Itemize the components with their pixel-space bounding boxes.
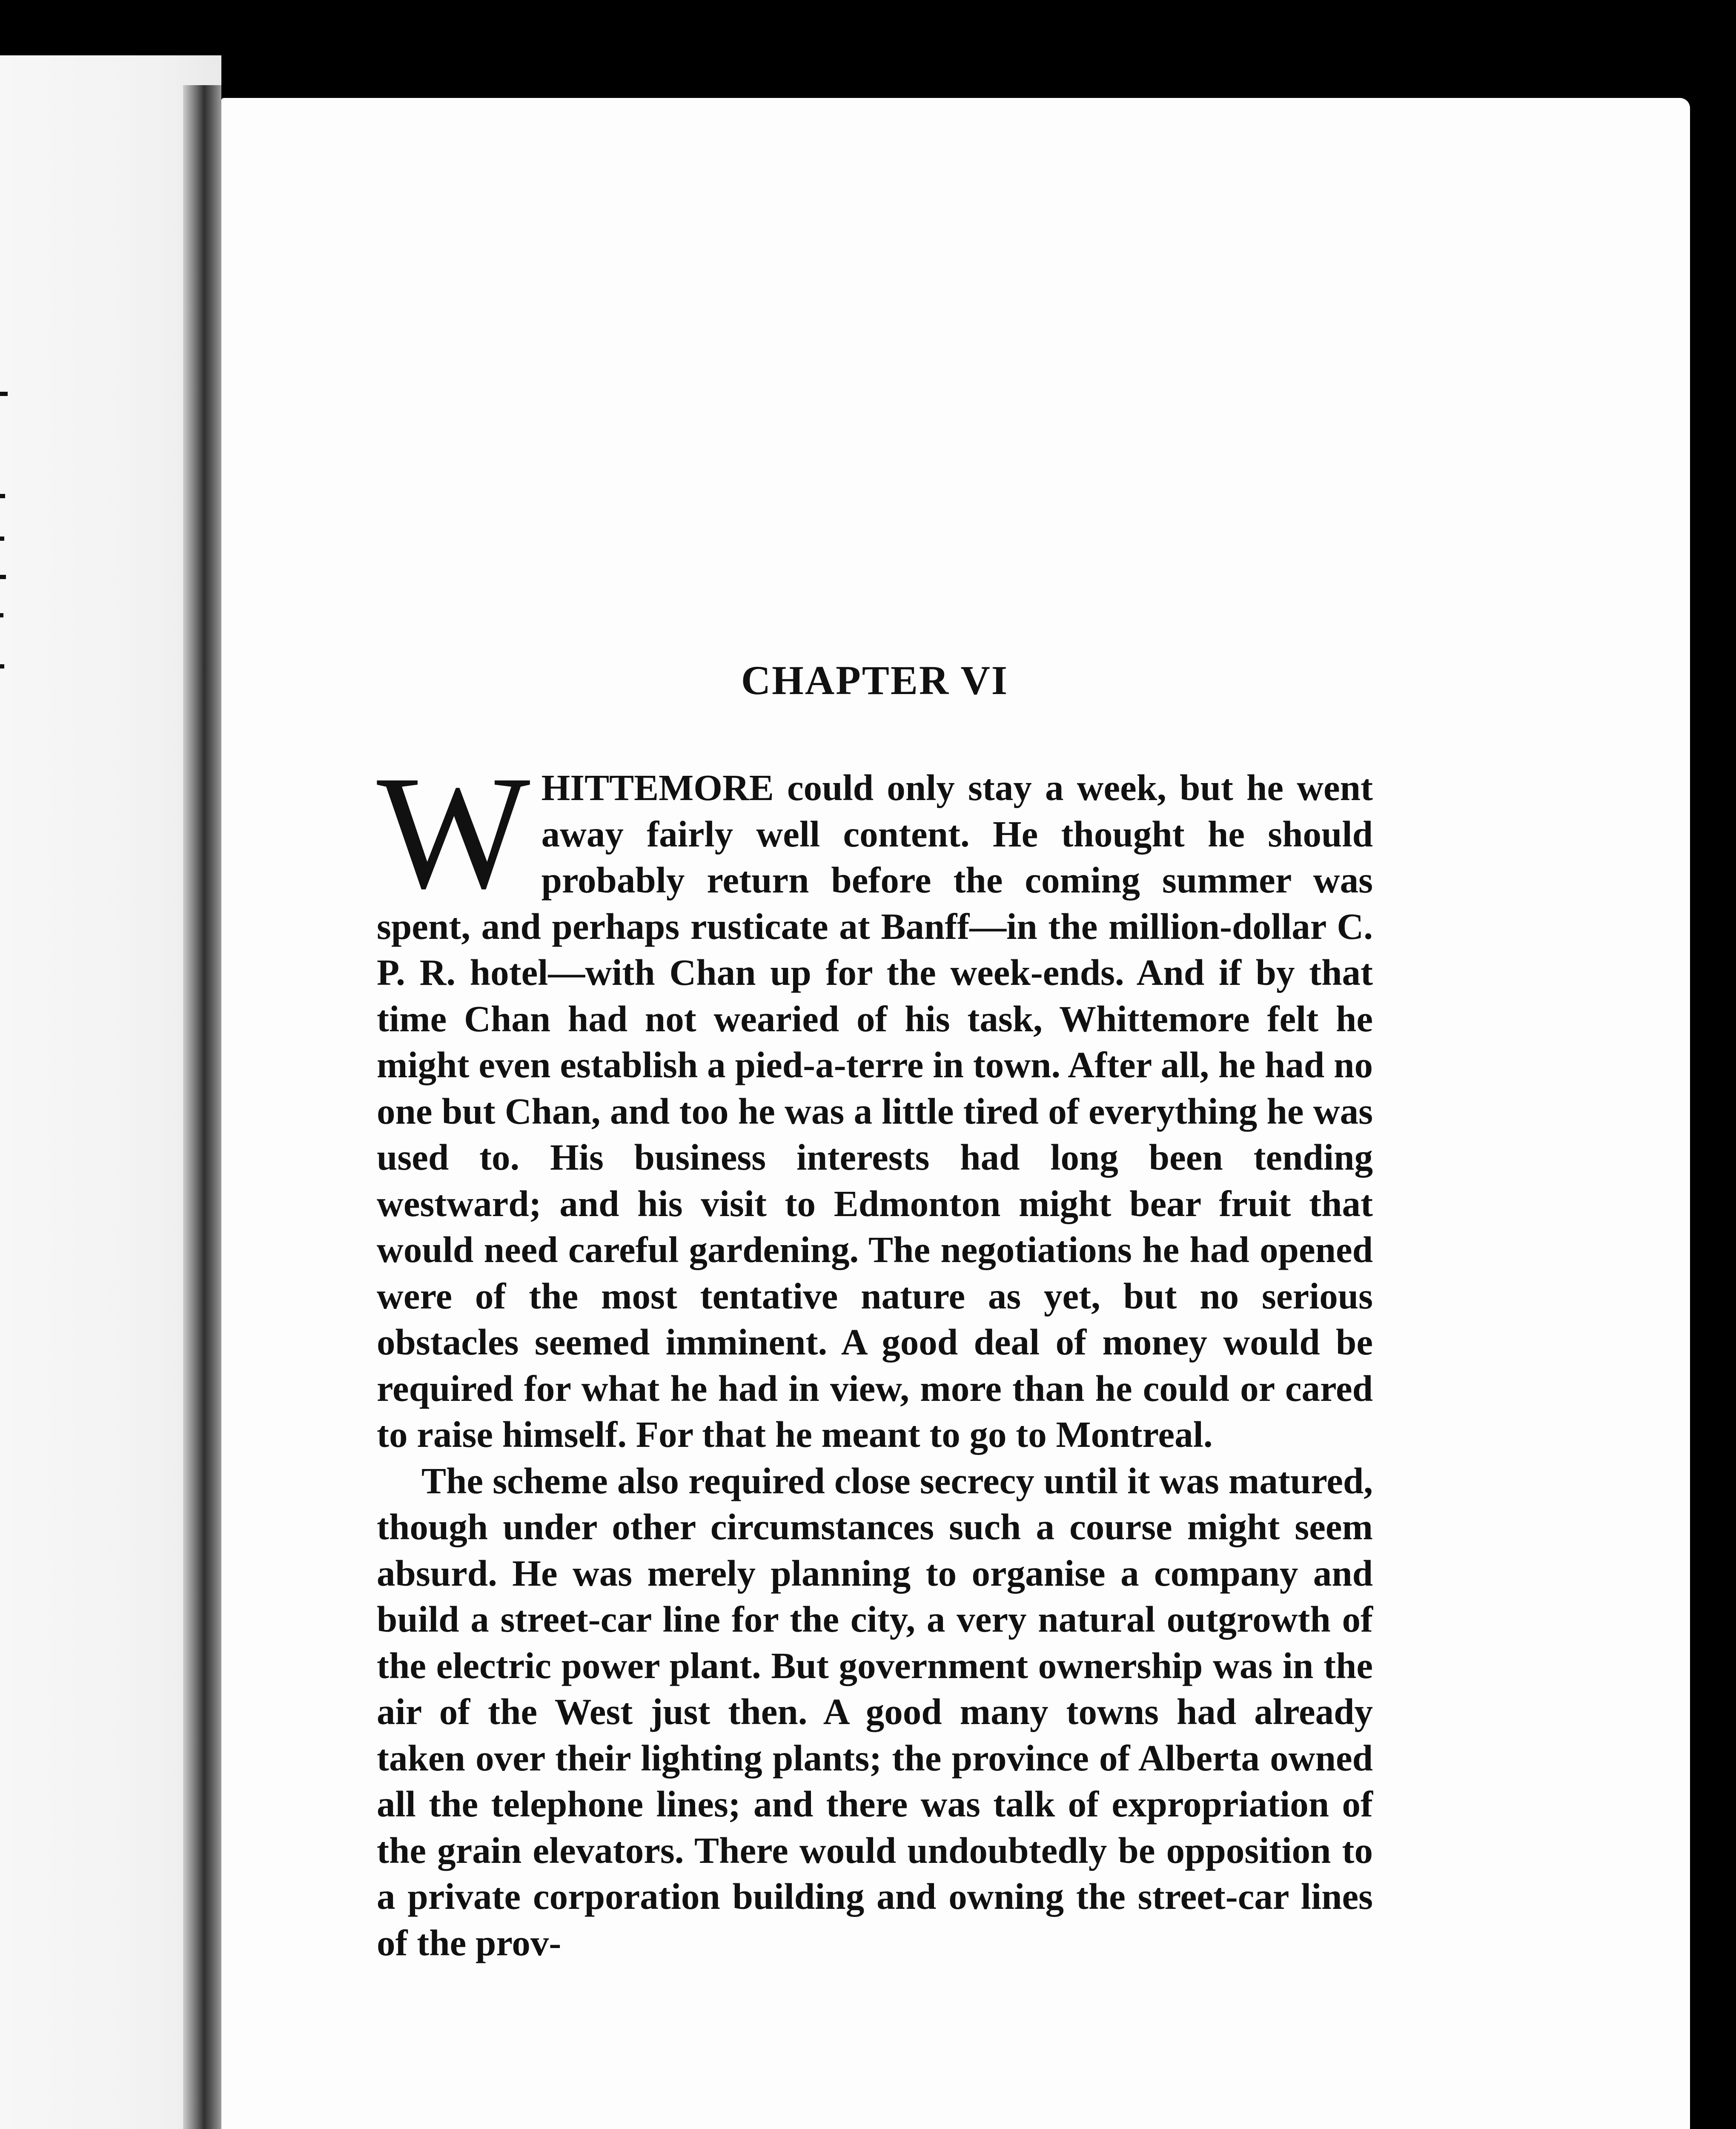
left-edge-marks — [0, 392, 17, 690]
paragraph-1-text: HITTEMORE could only stay a week, but he went away fairly well content. He thought he should probably return before the coming summer was spent, and perhaps rusticate at Banff—in the million-dollar C. P. R. hotel—with Chan up for the week-ends. And if by that time Chan had not wearied of his task, Whittemore felt he might even establish a pied-a-terre in town. After all, he had no one but Chan, and too he was a little tired of everything he was used to. His business interests had long been tending westward; and his visit to Edmonton might bear fruit that would need careful gardening. The negotiations he had opened were of the most tentative nature as yet, but no serious obstacles seemed imminent. A good deal of money would be required for what he had in view, more than he could or cared to raise himself. For that he meant to go to Montreal. — [377, 767, 1373, 1455]
page-text-block — [377, 657, 1373, 1966]
book-page — [221, 98, 1690, 2129]
paragraph-1 — [377, 742, 1373, 1458]
drop-cap: W — [377, 742, 530, 922]
chapter-heading: CHAPTER VI — [741, 657, 1009, 703]
book-spine-shadow — [183, 85, 221, 2129]
paragraph-2: The scheme also required close secrecy until it was matured, though under other circumstances such a course might seem absurd. He was merely planning to organise a company and build a street-car line for the city, a very natural outgrowth of the electric power plant. But government ownership was in the air of the West just then. A good many towns had already taken over their lighting plants; the province of Alberta owned all the telephone lines; and there was talk of expropriation of the grain elevators. There would undoubtedly be opposition to a private corporation building and owning the street-car lines of the prov- — [377, 1460, 1373, 1963]
